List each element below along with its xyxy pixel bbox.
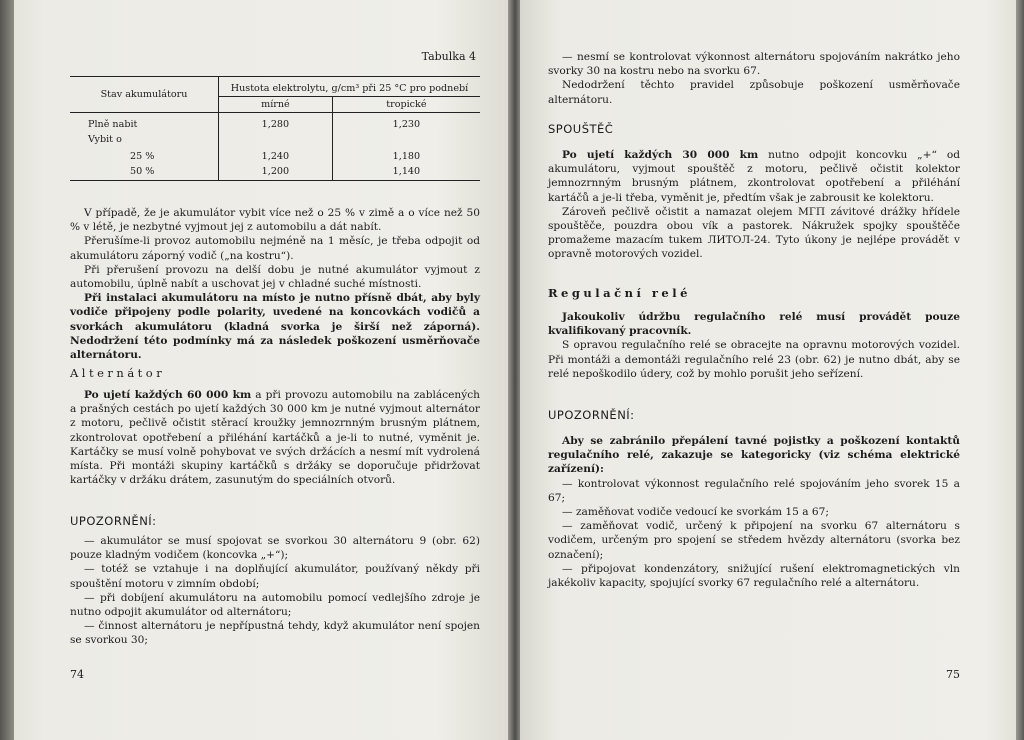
table-row-label: Plně nabit	[88, 119, 138, 130]
section-heading-warning: UPOZORNĚNÍ:	[70, 514, 157, 528]
warning-item: — nesmí se kontrolovat výkonnost alternátoru spojováním nakrátko jeho svorky 30 na kostru nebo na svorku 67.	[548, 51, 960, 78]
table-header-tropic: tropické	[332, 97, 480, 113]
paragraph: Při přerušení provozu na delší dobu je nutné akumulátor vyjmout z automobilu, úplně nabít a uschovat jej v chladné suché místnosti.	[70, 263, 480, 291]
table-header-mild: mírné	[219, 97, 333, 113]
warning-item: — akumulátor se musí spojovat se svorkou 30 alternátoru 9 (obr. 62) pouze kladným vodičem (koncovka „+“);	[70, 535, 480, 562]
electrolyte-table	[70, 76, 480, 181]
page-right	[520, 0, 1016, 740]
table-cell: 1,230	[332, 113, 480, 133]
left-body-alternator	[70, 388, 480, 487]
table-row-label: 25 %	[130, 151, 155, 162]
warning-item: — činnost alternátoru je nepřípustná tehdy, když akumulátor není spojen se svorkou 30;	[70, 620, 480, 647]
section-heading-starter: SPOUŠTĚČ	[548, 122, 614, 136]
warning-item: — při dobíjení akumulátoru na automobilu pomocí vedlejšího zdroje je nutno odpojit akumulátor od alternátoru;	[70, 591, 480, 619]
right-body-top	[548, 50, 960, 107]
book-edge-left	[0, 0, 14, 740]
text-span: a při provozu automobilu na zablácených a prašných cestách po ujetí každých 30 000 km je nutné vyjmout alternátor z motoru, pečlivě očistit stěrací kroužky jemnozrnným brusným plátnem, zkontrolovat opotřebení a přiléhání kartáčků a je-li to nutné, vyměnit je. Kartáčky se musí volně pohybovat ve svých držácích a nesmí mít vydrolená místa. Při montáži skupiny kartáčků s držáky se doporučuje přidržovat kartáčky v držáku drátem, zasunutým do speciálních otvorů.	[70, 389, 480, 487]
table-row-label: 50 %	[70, 164, 219, 181]
paragraph	[70, 388, 480, 487]
page-number-right: 75	[946, 668, 960, 681]
warning-item: — kontrolovat výkonnost regulačního relé spojováním jeho svorek 15 a 67;	[548, 477, 960, 504]
right-body-starter	[548, 148, 960, 262]
section-heading-warning-right: UPOZORNĚNÍ:	[548, 408, 635, 422]
warning-item: — zaměňovat vodič, určený k připojení na svorku 67 alternátoru s vodičem, určeným pro spojení se středem hvězdy alternátoru (svorka bez označení);	[548, 520, 960, 561]
table-header-state: Stav akumulátoru	[70, 77, 219, 113]
paragraph	[548, 148, 960, 205]
left-body-top	[70, 206, 480, 362]
paragraph: Zároveň pečlivě očistit a namazat olejem МГП závitové drážky hřídele spouštěče, pouzdra obou vík a pastorek. Nákružek spojky spouštěče promažeme mazacím tukem ЛИТОЛ-24. Tyto úkony je nejlépe provádět v opravně motorových vozidel.	[548, 205, 960, 261]
table-cell	[332, 132, 480, 147]
bold-span: Po ujetí každých 60 000 km	[84, 389, 252, 401]
paragraph-bold: Při instalaci akumulátoru na místo je nutno přísně dbát, aby byly vodiče připojeny podle polarity, uvedené na koncovkách vodičů a svorkách akumulátoru (kladná svorka je širší než záporná). Nedodržení této podmínky má za následek poškození usměrňovače alternátoru.	[70, 292, 480, 362]
paragraph: V případě, že je akumulátor vybit více než o 25 % v zimě a o více než 50 % v létě, je nezbytné vyjmout jej z automobilu a dát nabít.	[70, 207, 480, 234]
book-edge-right	[1016, 0, 1024, 740]
paragraph-bold: Jakoukoliv údržbu regulačního relé musí provádět pouze kvalifikovaný pracovník.	[548, 311, 960, 338]
warning-item: — připojovat kondenzátory, snižující rušení elektromagnetických vln jakékoliv kapacity, spojující svorky 67 regulačního relé a alternátoru.	[548, 562, 960, 590]
page-number-left: 74	[70, 668, 84, 681]
table-header-density: Hustota elektrolytu, g/cm³ při 25 °C pro podnebí	[219, 77, 481, 97]
warning-item: — zaměňovat vodiče vedoucí ke svorkám 15 a 67;	[562, 506, 829, 519]
right-body-relay	[548, 310, 960, 381]
table-cell	[219, 132, 333, 147]
table-cell: 1,240	[219, 147, 333, 164]
page-left	[14, 0, 512, 740]
text-span: nutno odpojit koncovku „+“ od akumulátoru, vyjmout spouštěč z motoru, pečlivě očistit kolektor jemnozrnným brusným plátnem, zkontrolovat opotřebení a přiléhání kartáčů a je-li třeba, vyměnit je, předtím však je zabrousit ke kolektoru.	[548, 149, 960, 204]
table-cell: 1,140	[332, 164, 480, 181]
section-heading-alternator: Alternátor	[70, 366, 166, 380]
paragraph: Přerušíme-li provoz automobilu nejméně na 1 měsíc, je třeba odpojit od akumulátoru záporný vodič („na kostru“).	[70, 235, 480, 262]
table-caption: Tabulka 4	[421, 50, 476, 63]
paragraph: S opravou regulačního relé se obracejte na opravnu motorových vozidel. Při montáži a demontáži regulačního relé 23 (obr. 62) je nutno dbát, aby se relé nepoškodilo údery, což by mohlo porušit jeho seřízení.	[548, 339, 960, 380]
warning-item: — totéž se vztahuje i na doplňující akumulátor, používaný někdy při spouštění motoru v zimním období;	[70, 563, 480, 590]
table-cell: 1,180	[332, 147, 480, 164]
right-body-warnings	[548, 434, 960, 590]
section-heading-relay: Regulační relé	[548, 286, 691, 300]
table-cell: 1,200	[219, 164, 333, 181]
table-cell: 1,280	[219, 113, 333, 133]
paragraph-bold: Aby se zabránilo přepálení tavné pojistky a poškození kontaktů regulačního relé, zakazuje se kategoricky (viz schéma elektrické zařízení):	[548, 435, 960, 476]
left-body-warnings	[70, 534, 480, 648]
paragraph: Nedodržení těchto pravidel způsobuje poškození usměrňovače alternátoru.	[548, 79, 960, 106]
bold-span: Po ujetí každých 30 000 km	[562, 149, 759, 161]
table-row-label: Vybit o	[88, 134, 122, 145]
